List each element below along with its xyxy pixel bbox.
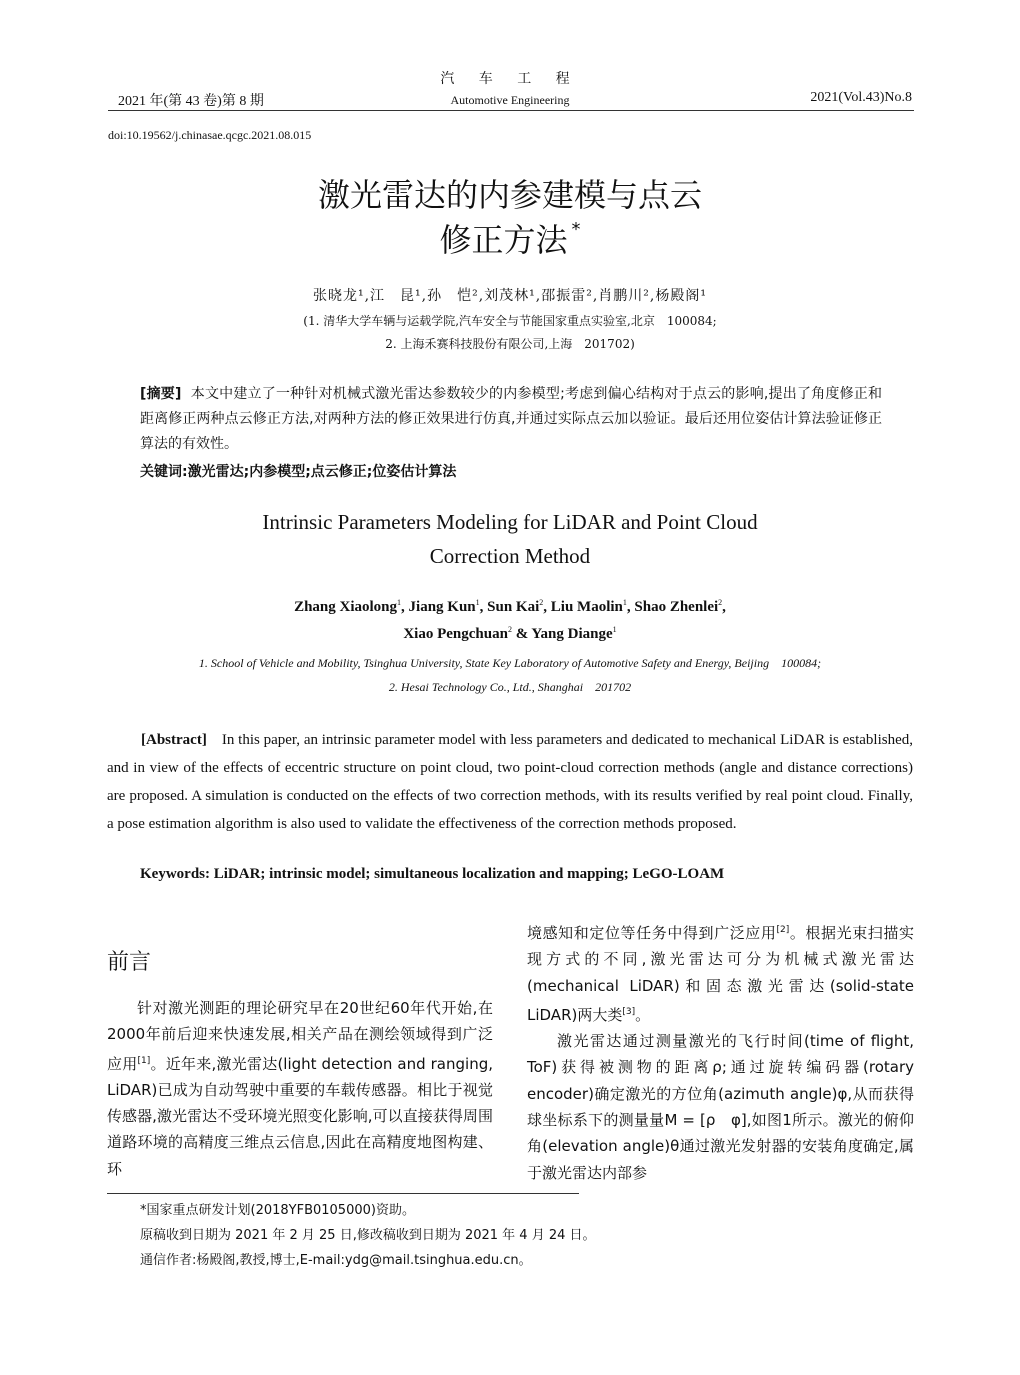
- body-right-column: [527, 917, 914, 1186]
- author-en: Sun Kai: [487, 599, 540, 615]
- doi: doi:10.19562/j.chinasae.qcgc.2021.08.015: [108, 128, 312, 142]
- affiliation-cn-2: 2. 上海禾赛科技股份有限公司,上海 201702): [385, 337, 635, 351]
- author-sup: 1: [397, 598, 402, 607]
- keywords-en-text: LiDAR; intrinsic model; simultaneous localization and mapping; LeGO-LOAM: [213, 866, 725, 882]
- body-left-column: [107, 995, 493, 1182]
- author-en: Jiang Kun: [408, 599, 476, 615]
- footnotes: [140, 1198, 596, 1273]
- citation: [3]: [622, 1006, 636, 1017]
- section-title: 前言: [107, 950, 152, 975]
- author-sep: ,: [543, 599, 551, 615]
- authors-en-line2: [0, 625, 1020, 643]
- author-amp: &: [511, 626, 532, 642]
- author-sup: 2: [718, 598, 723, 607]
- author-sep: ,: [626, 599, 635, 615]
- abstract-en: [107, 726, 913, 838]
- funding-mark: *: [571, 219, 581, 240]
- body-text: 。近年来,激光雷达(light detection and ranging, LiDAR)已成为自动驾驶中重要的车载传感器。相比于视觉传感器,激光雷达不受环境光照变化影响,可以直接获得周围道路环境的高精度三维点云信息,因此在高精度地图构建、环: [107, 1054, 493, 1178]
- body-text: 境感知和定位等任务中得到广泛应用: [527, 924, 777, 942]
- keywords-cn: 关键词:激光雷达;内参模型;点云修正;位姿估计算法: [140, 464, 457, 480]
- keywords-en: [140, 866, 724, 883]
- author-en: Xiao Pengchuan: [403, 626, 508, 642]
- author-en: Zhang Xiaolong: [294, 599, 398, 615]
- issue-cn: 2021 年(第 43 卷)第 8 期: [118, 94, 264, 109]
- author-sup: 2: [507, 625, 512, 634]
- author-sup: 1: [622, 598, 627, 607]
- author-sup: 1: [475, 598, 480, 607]
- affiliation-en-2: 2. Hesai Technology Co., Ltd., Shanghai 201702: [388, 680, 632, 694]
- issue-en: 2021(Vol.43)No.8: [810, 90, 912, 105]
- footnote-contact: 通信作者:杨殿阁,教授,博士,E-mail:ydg@mail.tsinghua.edu.cn。: [140, 1253, 532, 1268]
- abstract-cn-text: 本文中建立了一种针对机械式激光雷达参数较少的内参模型;考虑到偏心结构对于点云的影响,提出了角度修正和距离修正两种点云修正方法,对两种方法的修正效果进行仿真,并通过实际点云加以验证。最后还用位姿估计算法验证修正算法的有效性。: [140, 386, 882, 452]
- author-sep: ,: [401, 599, 409, 615]
- title-cn-line2: [0, 215, 1020, 261]
- abstract-cn: [140, 382, 882, 457]
- footnote-dates: 原稿收到日期为 2021 年 2 月 25 日,修改稿收到日期为 2021 年 4 月 24 日。: [140, 1228, 596, 1243]
- body-text: 。根据光束扫描实现方式的不同,激光雷达可分为机械式激光雷达(mechanical LiDAR)和固态激光雷达(solid-state LiDAR)两大类: [527, 924, 914, 1024]
- footnote-divider: [107, 1193, 579, 1194]
- journal-title-cn: 汽 车 工 程: [440, 71, 580, 87]
- journal-title-en: Automotive Engineering: [450, 93, 570, 107]
- author-en: Shao Zhenlei: [634, 599, 719, 615]
- footnote-funding: *国家重点研发计划(2018YFB0105000)资助。: [140, 1203, 415, 1218]
- keywords-en-label: Keywords:: [140, 866, 210, 882]
- title-cn-line1: 激光雷达的内参建模与点云: [317, 176, 702, 214]
- authors-en-line1: [0, 598, 1020, 616]
- affiliation-en-1: 1. School of Vehicle and Mobility, Tsinghua University, State Key Laboratory of Automotive Safety and Energy, Beijing 100084;: [198, 656, 822, 670]
- author-sep: ,: [722, 599, 726, 615]
- header-divider: [108, 110, 914, 111]
- abstract-en-label: [Abstract]: [141, 732, 207, 748]
- author-sup: 1: [612, 625, 617, 634]
- body-text: 。: [635, 1005, 651, 1024]
- author-sep: ,: [479, 599, 488, 615]
- paragraph: 激光雷达通过测量激光的飞行时间(time of flight, ToF)获得被测物的距离ρ;通过旋转编码器(rotary encoder)确定激光的方位角(azimuth angle)φ,从而获得球坐标系下的测量量M = [ρ φ],如图1所示。激光的俯仰角(elevation angle)θ通过激光发射器的安装角度确定,属于激光雷达内部参: [527, 1032, 914, 1182]
- author-en: Liu Maolin: [550, 599, 623, 615]
- title-en-line1: Intrinsic Parameters Modeling for LiDAR and Point Cloud: [262, 510, 758, 534]
- title-cn-line2-text: 修正方法: [439, 221, 568, 259]
- body-text: 针对激光测距的理论研究早在20世纪60年代开始,在2000年前后迎来快速发展,相关产品在测绘领域得到广泛应用: [107, 999, 493, 1073]
- author-en: Yang Diange: [531, 626, 613, 642]
- citation: [1]: [137, 1055, 151, 1066]
- authors-cn: 张晓龙¹,江 昆¹,孙 恺²,刘茂林¹,邵振雷²,肖鹏川²,杨殿阁¹: [313, 288, 707, 304]
- title-en-line2: Correction Method: [429, 544, 591, 568]
- affiliation-cn-1: (1. 清华大学车辆与运载学院,汽车安全与节能国家重点实验室,北京 100084;: [303, 314, 717, 328]
- citation: [2]: [776, 925, 790, 935]
- paragraph: [527, 917, 914, 1028]
- author-sup: 2: [539, 598, 544, 607]
- abstract-en-text: In this paper, an intrinsic parameter model with less parameters and dedicated to mechanical LiDAR is established, and in view of the effects of eccentric structure on point cloud, two point-cloud correction methods (angle and distance corrections) are proposed. A simulation is conducted on the effects of two correction methods, with its results verified by real point cloud. Finally, a pose estimation algorithm is also used to validate the effectiveness of the correction methods proposed.: [107, 732, 914, 832]
- abstract-cn-label: [摘要]: [140, 386, 182, 402]
